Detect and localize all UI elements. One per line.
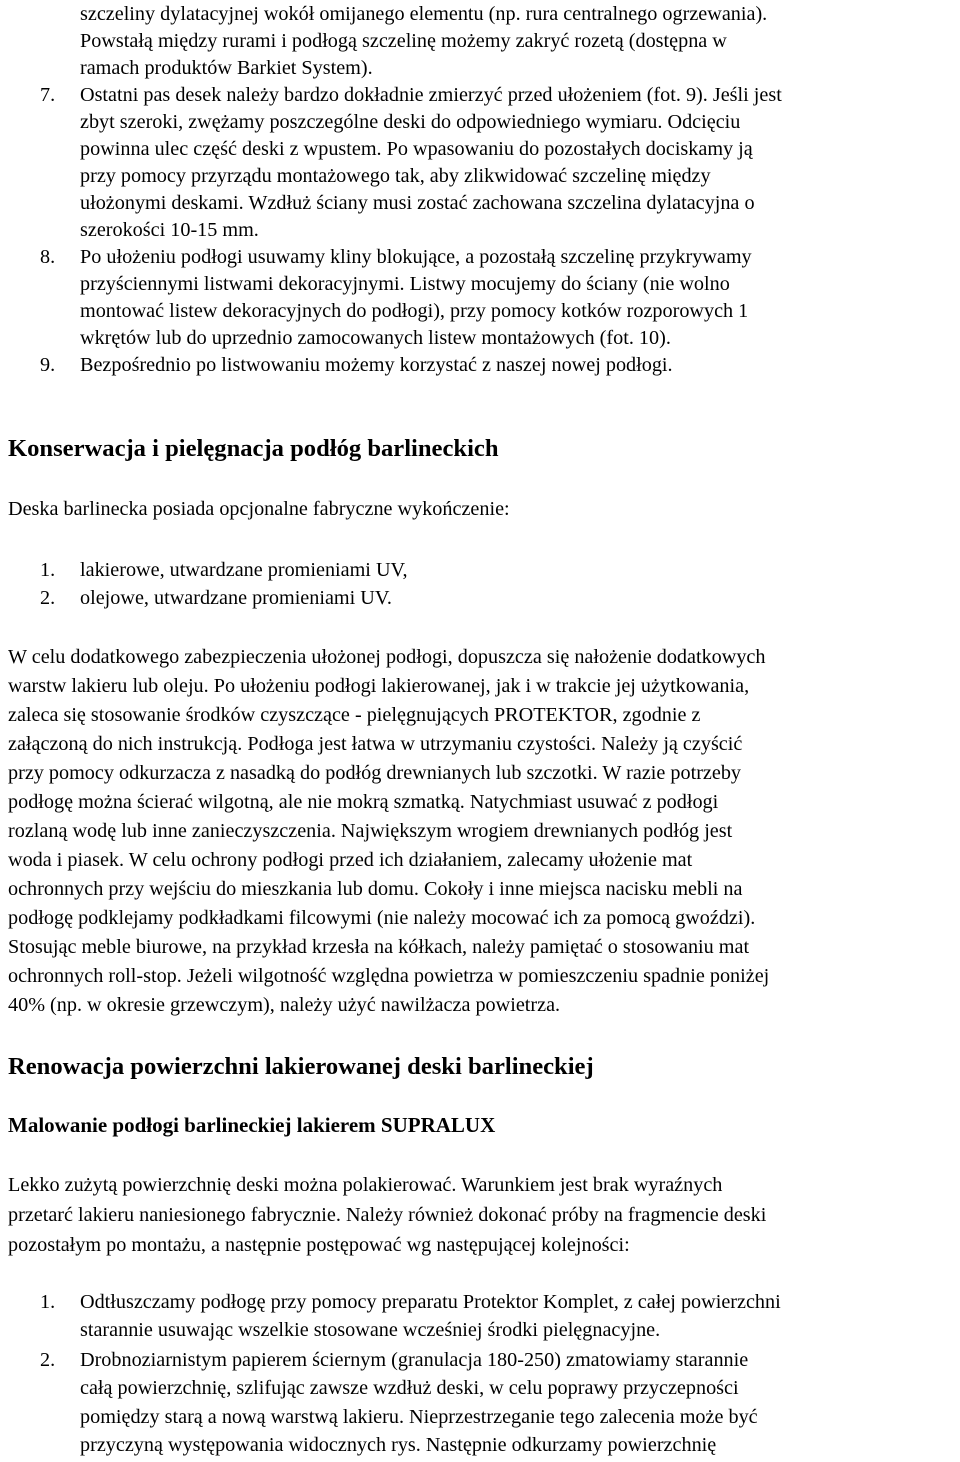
text-line: ułożonymi deskami. Wzdłuż ściany musi zostać zachowana szczelina dylatacyjna o xyxy=(80,192,755,214)
text-line: powinna ulec część deski z wpustem. Po wpasowaniu do pozostałych dociskamy ją xyxy=(80,138,753,160)
text-line: Bezpośrednio po listwowaniu możemy korzystać z naszej nowej podłogi. xyxy=(80,354,673,376)
text-line: starannie usuwając wszelkie stosowane wcześniej środki pielęgnacyjne. xyxy=(80,1319,661,1341)
list-item-number: 7. xyxy=(40,84,56,106)
list-item-number: 8. xyxy=(40,246,56,268)
section-heading-renovation: Renowacja powierzchni lakierowanej deski barlineckiej xyxy=(8,1053,594,1080)
text-line: Lekko zużytą powierzchnię deski można polakierować. Warunkiem jest brak wyraźnych xyxy=(8,1174,723,1196)
text-line: Stosując meble biurowe, na przykład krzesła na kółkach, należy pamiętać o stosowaniu mat xyxy=(8,936,750,958)
section-heading-care: Konserwacja i pielęgnacja podłóg barlineckich xyxy=(8,435,499,462)
finish-number: 2. xyxy=(40,587,56,609)
text-line: całą powierzchnię, szlifując zawsze wzdłuż deski, w celu poprawy przyczepności xyxy=(80,1377,739,1399)
text-line: pozostałym po montażu, a następnie postępować wg następującej kolejności: xyxy=(8,1234,630,1256)
text-line: montować listew dekoracyjnych do podłogi), przy pomocy kotków rozporowych 1 xyxy=(80,300,749,322)
text-line: warstw lakieru lub oleju. Po ułożeniu podłogi lakierowanej, jak i w trakcie jej użytkowania, xyxy=(8,675,750,697)
text-line: przetarć lakieru naniesionego fabrycznie. Należy również dokonać próby na fragmencie deski xyxy=(8,1204,767,1226)
text-line: 40% (np. w okresie grzewczym), należy użyć nawilżacza powietrza. xyxy=(8,994,561,1016)
text-line: przy pomocy odkurzacza z nasadką do podłóg drewnianych lub szczotki. W razie potrzeby xyxy=(8,762,742,784)
text-line: wkrętów lub do uprzednio zamocowanych listew montażowych (fot. 10). xyxy=(80,327,671,349)
finish-item: olejowe, utwardzane promieniami UV. xyxy=(80,587,392,609)
text-line: ramach produktów Barkiet System). xyxy=(80,57,373,79)
text-line: szczeliny dylatacyjnej wokół omijanego elementu (np. rura centralnego ogrzewania). xyxy=(80,3,768,25)
text-line: Powstałą między rurami i podłogą szczelinę możemy zakryć rozetą (dostępna w xyxy=(80,30,727,52)
finish-number: 1. xyxy=(40,559,56,581)
subsection-heading: Malowanie podłogi barlineckiej lakierem SUPRALUX xyxy=(8,1113,496,1137)
text-line: Ostatni pas desek należy bardzo dokładnie zmierzyć przed ułożeniem (fot. 9). Jeśli jest xyxy=(80,84,782,106)
text-line: Po ułożeniu podłogi usuwamy kliny blokujące, a pozostałą szczelinę przykrywamy xyxy=(80,246,752,268)
text-line: pomiędzy starą a nową warstwą lakieru. Nieprzestrzeganie tego zalecenia może być xyxy=(80,1406,758,1428)
text-line: zaleca się stosowanie środków czyszczące - pielęgnujących PROTEKTOR, zgodnie z xyxy=(8,704,701,726)
text-line: woda i piasek. W celu ochrony podłogi przed ich działaniem, zalecamy ułożenie mat xyxy=(8,849,693,871)
text-line: ochronnych roll-stop. Jeżeli wilgotność względna powietrza w pomieszczeniu spadnie poniżej xyxy=(8,965,770,987)
text-line: przy pomocy przyrządu montażowego tak, aby zlikwidować szczelinę między xyxy=(80,165,711,187)
text-line: Drobnoziarnistym papierem ściernym (granulacja 180-250) zmatowiamy starannie xyxy=(80,1349,749,1371)
step-number: 1. xyxy=(40,1291,56,1313)
list-item-number: 9. xyxy=(40,354,56,376)
text-line: Odtłuszczamy podłogę przy pomocy preparatu Protektor Komplet, z całej powierzchni xyxy=(80,1291,781,1313)
text-line: przyczyną występowania widocznych rys. Następnie odkurzamy powierzchnię xyxy=(80,1434,717,1456)
step-number: 2. xyxy=(40,1349,56,1371)
text-line: rozlaną wodę lub inne zanieczyszczenia. Największym wrogiem drewnianych podłóg jest xyxy=(8,820,733,842)
text-line: podłogę podklejamy podkładkami filcowymi (nie należy mocować ich za pomocą gwoździ). xyxy=(8,907,756,929)
care-intro: Deska barlinecka posiada opcjonalne fabryczne wykończenie: xyxy=(8,498,510,520)
text-line: szerokości 10-15 mm. xyxy=(80,219,259,241)
text-line: załączoną do nich instrukcją. Podłoga jest łatwa w utrzymaniu czystości. Należy ją czyścić xyxy=(8,733,743,755)
text-line: ochronnych przy wejściu do mieszkania lub domu. Cokoły i inne miejsca nacisku mebli na xyxy=(8,878,743,900)
text-line: W celu dodatkowego zabezpieczenia ułożonej podłogi, dopuszcza się nałożenie dodatkowych xyxy=(8,646,766,668)
text-line: zbyt szeroki, zwężamy poszczególne deski do odpowiedniego wymiaru. Odcięciu xyxy=(80,111,741,133)
text-line: przyściennymi listwami dekoracyjnymi. Listwy mocujemy do ściany (nie wolno xyxy=(80,273,730,295)
finish-item: lakierowe, utwardzane promieniami UV, xyxy=(80,559,408,581)
text-line: podłogę można ścierać wilgotną, ale nie mokrą szmatką. Natychmiast usuwać z podłogi xyxy=(8,791,719,813)
